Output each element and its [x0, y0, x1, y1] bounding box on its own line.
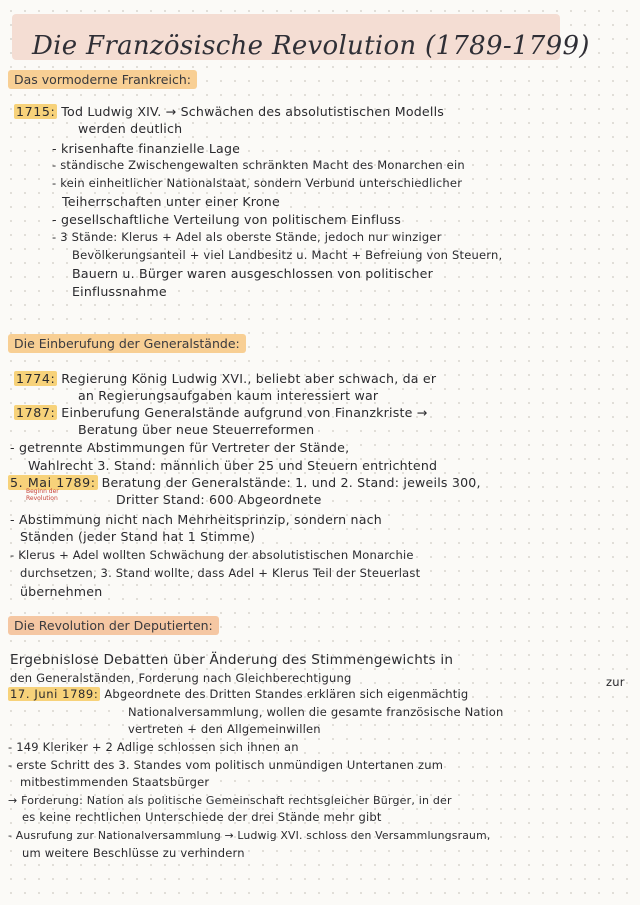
text-line-suffix: zur	[606, 675, 625, 689]
margin-note: Beginn der Revolution	[26, 488, 59, 502]
date-label: 1774:	[16, 371, 56, 386]
page-title: Die Französische Revolution (1789-1799)	[32, 31, 590, 61]
section-heading-generalstaende: Die Einberufung der Generalstände:	[8, 334, 246, 353]
text-line: Nationalversammlung, wollen die gesamte französische Nation	[128, 705, 504, 719]
text-line: um weitere Beschlüsse zu verhindern	[22, 846, 245, 860]
text-line: durchsetzen, 3. Stand wollte, dass Adel + Klerus Teil der Steuerlast	[20, 566, 421, 580]
date-label: 1787:	[16, 405, 56, 420]
text-line: 1715: Tod Ludwig XIV. → Schwächen des absolutistischen Modells	[16, 104, 445, 119]
text-line: vertreten + den Allgemeinwillen	[128, 722, 321, 736]
text-line: es keine rechtlichen Unterschiede der drei Stände mehr gibt	[22, 810, 382, 824]
date-label: 17. Juni 1789:	[10, 687, 99, 701]
text-line: Beratung über neue Steuerreformen	[78, 422, 315, 437]
list-item: - Ausrufung zur Nationalversammlung → Ludwig XVI. schloss den Versammlungsraum,	[8, 829, 491, 842]
text-line: mitbestimmenden Staatsbürger	[20, 775, 210, 789]
list-item: - gesellschaftliche Verteilung von politischem Einfluss	[52, 212, 402, 227]
title-banner	[12, 14, 590, 61]
list-item: - Abstimmung nicht nach Mehrheitsprinzip, sondern nach	[10, 512, 382, 527]
text-line: an Regierungsaufgaben kaum interessiert war	[78, 388, 379, 403]
text-line: 1774: Regierung König Ludwig XVI., beliebt aber schwach, da er	[16, 371, 437, 386]
section-heading-revolution: Die Revolution der Deputierten:	[8, 616, 219, 635]
list-item: - erste Schritt des 3. Standes vom politisch unmündigen Untertanen zum	[8, 758, 444, 772]
text-line: Bevölkerungsanteil + viel Landbesitz u. Macht + Befreiung von Steuern,	[72, 248, 503, 262]
list-item: - kein einheitlicher Nationalstaat, sondern Verbund unterschiedlicher	[52, 176, 463, 190]
text-line: Ständen (jeder Stand hat 1 Stimme)	[20, 529, 256, 544]
list-item: - krisenhafte finanzielle Lage	[52, 141, 241, 156]
date-label: 1715:	[16, 104, 56, 119]
text-line: übernehmen	[20, 584, 103, 599]
section-heading-vormoderne: Das vormoderne Frankreich:	[8, 70, 197, 89]
text-line: 17. Juni 1789: Abgeordnete des Dritten Standes erklären sich eigenmächtig	[10, 687, 469, 701]
list-item: - Klerus + Adel wollten Schwächung der absolutistischen Monarchie	[10, 548, 414, 562]
text-line: Bauern u. Bürger waren ausgeschlossen von politischer	[72, 266, 433, 281]
text-line: Wahlrecht 3. Stand: männlich über 25 und Steuern entrichtend	[28, 458, 438, 473]
date-label: 5. Mai 1789:	[10, 475, 96, 490]
list-item: - 3 Stände: Klerus + Adel als oberste Stände, jedoch nur winziger	[52, 230, 442, 244]
list-item: - getrennte Abstimmungen für Vertreter der Stände,	[10, 440, 350, 455]
text-line: Ergebnislose Debatten über Änderung des Stimmengewichts in	[10, 652, 454, 668]
text-line: 1787: Einberufung Generalstände aufgrund von Finanzkriste →	[16, 405, 428, 420]
list-item: - 149 Kleriker + 2 Adlige schlossen sich ihnen an	[8, 740, 299, 754]
text-line: Dritter Stand: 600 Abgeordnete	[116, 492, 322, 507]
text-line: Teiherrschaften unter einer Krone	[62, 194, 280, 209]
list-item: → Forderung: Nation als politische Gemeinschaft rechtsgleicher Bürger, in der	[8, 794, 452, 807]
text-line: 5. Mai 1789: Beratung der Generalstände: 1. und 2. Stand: jeweils 300,	[10, 475, 481, 490]
list-item: - ständische Zwischengewalten schränkten Macht des Monarchen ein	[52, 158, 465, 172]
text-line: den Generalständen, Forderung nach Gleichberechtigung	[10, 671, 352, 685]
text-line: werden deutlich	[78, 121, 183, 136]
text-line: Einflussnahme	[72, 284, 167, 299]
